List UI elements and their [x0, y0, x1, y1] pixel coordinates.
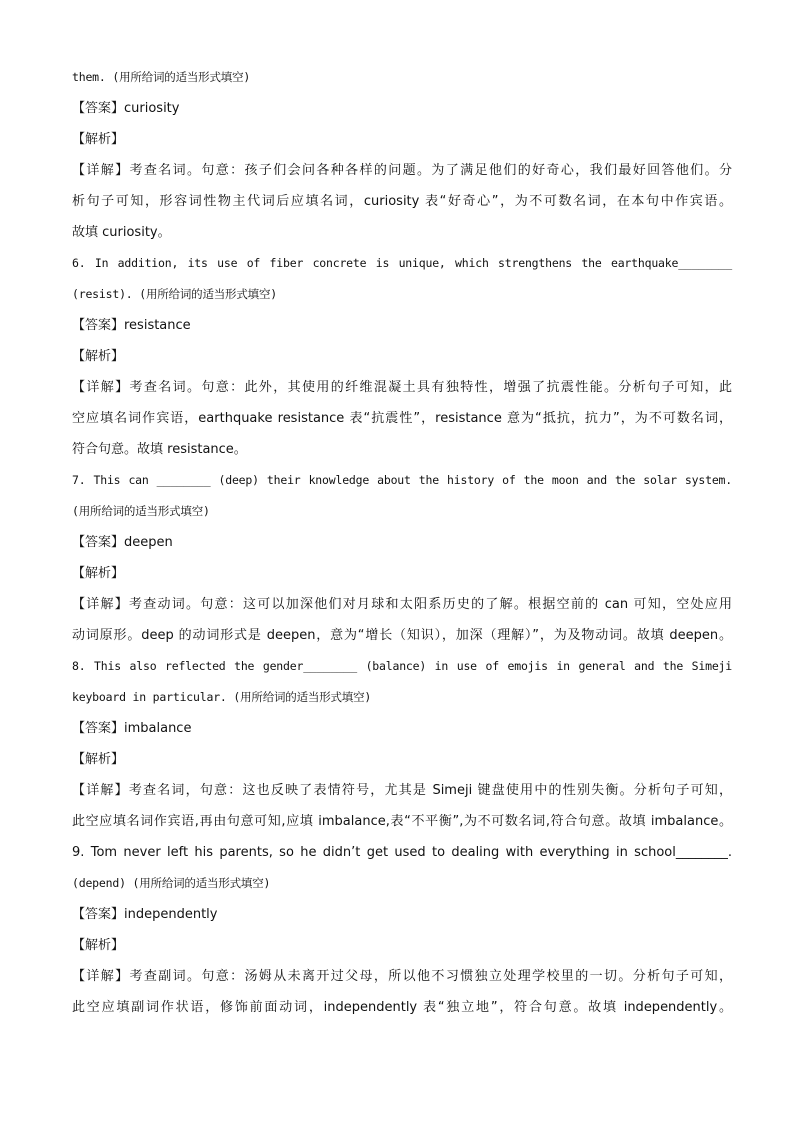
document-page: [72, 62, 732, 1023]
explanation-7-line-1: 【详解】考查动词。句意：这可以加深他们对月球和太阳系历史的了解。根据空前的 can 可知，空处应用: [72, 597, 732, 612]
explanation-5-line-3: 故填 curiosity。: [72, 225, 171, 240]
answer-6: 【答案】resistance: [72, 318, 191, 333]
explanation-8-line-1: 【详解】考查名词，句意：这也反映了表情符号，尤其是 Simeji 键盘使用中的性别失衡。分析句子可知，: [72, 783, 732, 798]
answer-7: 【答案】deepen: [72, 535, 173, 550]
question-6-line-2: (resist). (用所给词的适当形式填空): [72, 287, 277, 301]
explanation-5-line-2: 析句子可知，形容词性物主代词后应填名词，curiosity 表“好奇心”，为不可数名词，在本句中作宾语。: [72, 194, 732, 209]
answer-5: 【答案】curiosity: [72, 101, 180, 116]
question-9-line-1: 9. Tom never left his parents, so he didn’t get used to dealing with everything in school________.: [72, 845, 732, 860]
question-5-tail: them. (用所给词的适当形式填空): [72, 70, 251, 84]
question-8-line-1: 8. This also reflected the gender________ (balance) in use of emojis in general and the Simeji: [72, 659, 732, 673]
analysis-heading-8: 【解析】: [72, 752, 125, 767]
explanation-6-line-1: 【详解】考查名词。句意：此外，其使用的纤维混凝土具有独特性，增强了抗震性能。分析句子可知，此: [72, 380, 732, 395]
explanation-9-line-2: 此空应填副词作状语，修饰前面动词，independently 表“独立地”，符合句意。故填 independently。: [72, 1000, 732, 1015]
analysis-heading-6: 【解析】: [72, 349, 125, 364]
explanation-9-line-1: 【详解】考查副词。句意：汤姆从未离开过父母，所以他不习惯独立处理学校里的一切。分析句子可知，: [72, 969, 732, 984]
question-9-line-2: (depend) (用所给词的适当形式填空): [72, 876, 271, 890]
explanation-6-line-2: 空应填名词作宾语，earthquake resistance 表“抗震性”，resistance 意为“抵抗，抗力”，为不可数名词，: [72, 411, 732, 426]
explanation-8-line-2: 此空应填名词作宾语,再由句意可知,应填 imbalance,表“不平衡”,为不可数名词,符合句意。故填 imbalance。: [72, 814, 732, 829]
explanation-6-line-3: 符合句意。故填 resistance。: [72, 442, 247, 457]
analysis-heading-7: 【解析】: [72, 566, 125, 581]
question-7-line-2: (用所给词的适当形式填空): [72, 504, 210, 518]
explanation-5-line-1: 【详解】考查名词。句意：孩子们会问各种各样的问题。为了满足他们的好奇心，我们最好回答他们。分: [72, 163, 732, 178]
question-7-line-1: 7. This can ________ (deep) their knowledge about the history of the moon and the solar system.: [72, 473, 732, 487]
answer-8: 【答案】imbalance: [72, 721, 192, 736]
question-8-line-2: keyboard in particular. (用所给词的适当形式填空): [72, 690, 372, 704]
answer-9: 【答案】independently: [72, 907, 218, 922]
question-6-line-1: 6. In addition, its use of fiber concrete is unique, which strengthens the earthquake________: [72, 256, 732, 270]
analysis-heading-5: 【解析】: [72, 132, 125, 147]
explanation-7-line-2: 动词原形。deep 的动词形式是 deepen，意为“增长（知识），加深（理解）”，为及物动词。故填 deepen。: [72, 628, 732, 643]
analysis-heading-9: 【解析】: [72, 938, 125, 953]
